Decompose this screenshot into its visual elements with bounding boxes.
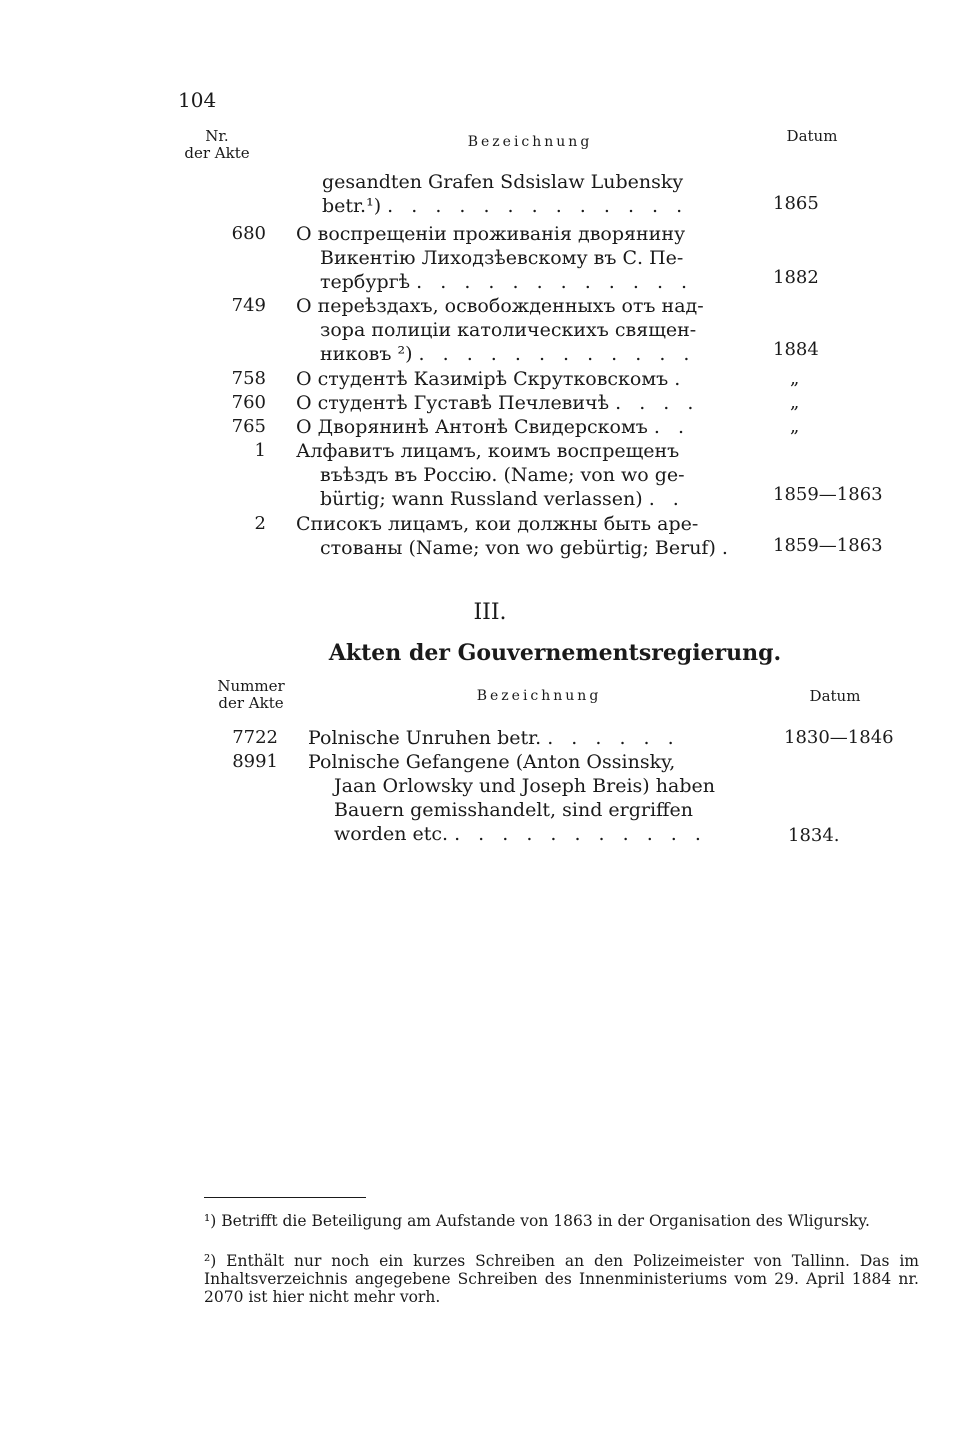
table2-row-nr: 8991 xyxy=(232,751,278,772)
table1-row-desc xyxy=(296,294,736,366)
table1-row-date: 1884 xyxy=(773,339,819,360)
table1-row-date: „ xyxy=(790,416,800,437)
table1-head-date: Datum xyxy=(786,127,838,145)
desc-line: тербургѣ xyxy=(320,271,411,293)
desc-line: bürtig; wann Russland verlassen) xyxy=(320,488,643,510)
table2-head-nr-line2: der Akte xyxy=(218,694,284,712)
desc-line: зора полиціи католическихъ священ- xyxy=(320,319,697,341)
table1-row-nr: 749 xyxy=(231,295,266,316)
table2-head-desc: Bezeichnung xyxy=(476,688,602,704)
table1-row-desc xyxy=(322,170,738,218)
section-numeral: III. xyxy=(473,600,507,625)
desc-line: О студентѣ Густавѣ Печлевичѣ xyxy=(296,392,610,414)
table2-row-nr: 7722 xyxy=(232,727,278,748)
footnote-rule xyxy=(204,1197,366,1198)
desc-line: Списокъ лицамъ, кои должны быть аре- xyxy=(296,513,699,535)
table1-row-nr: 1 xyxy=(254,440,266,461)
table1-row-date: 1859—1863 xyxy=(773,484,883,505)
table2-head-nr xyxy=(206,678,296,712)
table1-row-desc xyxy=(296,512,736,560)
leader-dots: . . xyxy=(653,416,690,438)
table1-row-date: 1882 xyxy=(773,267,819,288)
leader-dots: . xyxy=(721,537,734,559)
table2-row-date: 1830—1846 xyxy=(784,727,894,748)
table1-row-desc xyxy=(296,222,736,294)
desc-line: Polnische Unruhen betr. xyxy=(308,727,542,749)
desc-line: betr.¹) xyxy=(322,195,382,217)
table2-head-nr-line1: Nummer xyxy=(217,677,285,695)
footnote-2: ²) Enthält nur noch ein kurzes Schreiben an den Polizeimeister von Tallinn. Das im Inhaltsverzeichnis angegebene Schreiben des Innenministeriums vom 29. April 1884 nr. 2070 ist hier nicht mehr vorh. xyxy=(204,1252,919,1306)
desc-line: въѣздъ въ Россію. (Name; von wo ge- xyxy=(320,464,685,486)
desc-line: Bauern gemisshandelt, sind ergriffen xyxy=(334,799,694,821)
desc-line: Jaan Orlowsky und Joseph Breis) haben xyxy=(334,775,715,797)
page-number: 104 xyxy=(178,88,217,112)
desc-line: Викентію Лиходзѣевскому въ С. Пе- xyxy=(320,247,684,269)
table1-row-date: „ xyxy=(790,368,800,389)
table1-row-desc xyxy=(296,367,736,391)
table1-row-nr: 758 xyxy=(231,368,266,389)
leader-dots: . . . . . . . . . . . . . xyxy=(387,195,689,217)
desc-line: О Дворянинѣ Антонѣ Свидерскомъ xyxy=(296,416,648,438)
leader-dots: . xyxy=(674,368,687,390)
leader-dots: . . xyxy=(648,488,685,510)
desc-line: стованы (Name; von wo gebürtig; Beruf) xyxy=(320,537,716,559)
table1-row-nr: 760 xyxy=(231,392,266,413)
table1-row-date: „ xyxy=(790,392,800,413)
table1-row-nr: 680 xyxy=(231,223,266,244)
table1-row-desc xyxy=(296,439,736,511)
table1-head-desc: Bezeichnung xyxy=(467,134,593,150)
table1-row-nr: 765 xyxy=(231,416,266,437)
leader-dots: . . . . . . xyxy=(547,727,680,749)
desc-line: О воспрещеніи проживанія дворянину xyxy=(296,223,686,245)
table2-row-desc xyxy=(308,726,758,750)
desc-line: Алфавитъ лицамъ, коимъ воспрещенъ xyxy=(296,440,680,462)
leader-dots: . . . . . . . . . . . . xyxy=(418,343,696,365)
leader-dots: . . . . . . . . . . . xyxy=(454,823,707,845)
leader-dots: . . . . . . . . . . . . xyxy=(416,271,694,293)
desc-line: gesandten Grafen Sdsislaw Lubensky xyxy=(322,171,684,193)
desc-line: О переѣздахъ, освобожденныхъ отъ над- xyxy=(296,295,704,317)
table1-head-nr-line2: der Akte xyxy=(184,144,250,162)
desc-line: worden etc. xyxy=(334,823,449,845)
table1-head-nr-line1: Nr. xyxy=(205,127,229,145)
table1-row-desc xyxy=(296,391,736,415)
table1-row-desc xyxy=(296,415,736,439)
table2-head-date: Datum xyxy=(809,687,861,705)
table1-row-date: 1859—1863 xyxy=(773,535,883,556)
footnote-1: ¹) Betrifft die Beteiligung am Aufstande von 1863 in der Organisation des Wligursky. xyxy=(204,1212,870,1230)
table1-row-nr: 2 xyxy=(254,513,266,534)
table2-row-desc xyxy=(308,750,758,846)
desc-line: О студентѣ Казимірѣ Скрутковскомъ xyxy=(296,368,669,390)
desc-line: Polnische Gefangene (Anton Ossinsky, xyxy=(308,751,676,773)
table2-row-date: 1834. xyxy=(788,825,840,846)
desc-line: никовъ ²) xyxy=(320,343,413,365)
table1-row-date: 1865 xyxy=(773,193,819,214)
table1-head-nr xyxy=(172,128,262,162)
section-title: Akten der Gouvernementsregierung. xyxy=(328,640,782,666)
leader-dots: . . . . xyxy=(615,392,700,414)
